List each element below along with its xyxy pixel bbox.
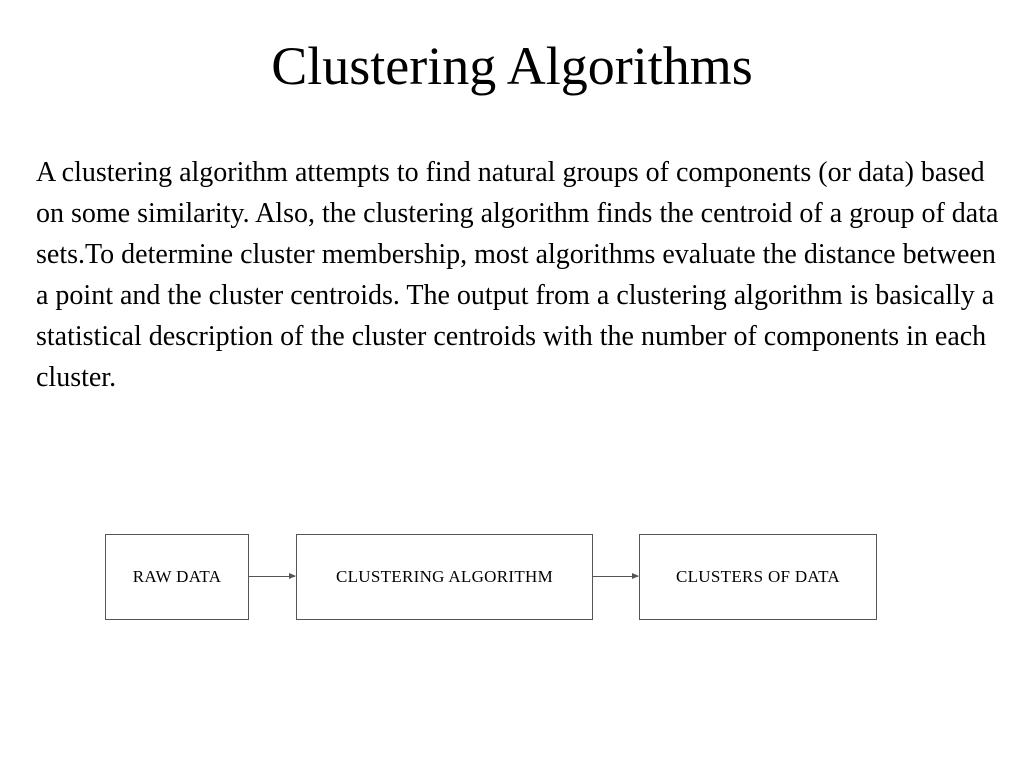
flow-diagram	[0, 534, 1024, 622]
raw-data-box	[105, 534, 249, 620]
arrow-raw-to-algorithm	[249, 576, 295, 577]
clusters-of-data-label: CLUSTERS OF DATA	[675, 567, 841, 586]
clustering-algorithm-label: CLUSTERING ALGORITHM	[335, 567, 554, 586]
slide-title: Clustering Algorithms	[271, 36, 753, 96]
clusters-of-data-box	[639, 534, 877, 620]
arrow-algorithm-to-clusters	[593, 576, 638, 577]
clustering-algorithm-box	[296, 534, 593, 620]
raw-data-label: RAW DATA	[132, 567, 222, 586]
slide-body-text: A clustering algorithm attempts to find natural groups of components (or data) based on some similarity. Also, the clustering algorithm finds the centroid of a group of data sets.To determine cluster membership, most algorithms evaluate the distance between a point and the cluster centroids. The output from a clustering algorithm is basically a statistical description of the cluster centroids with the number of components in each cluster.	[36, 157, 999, 393]
